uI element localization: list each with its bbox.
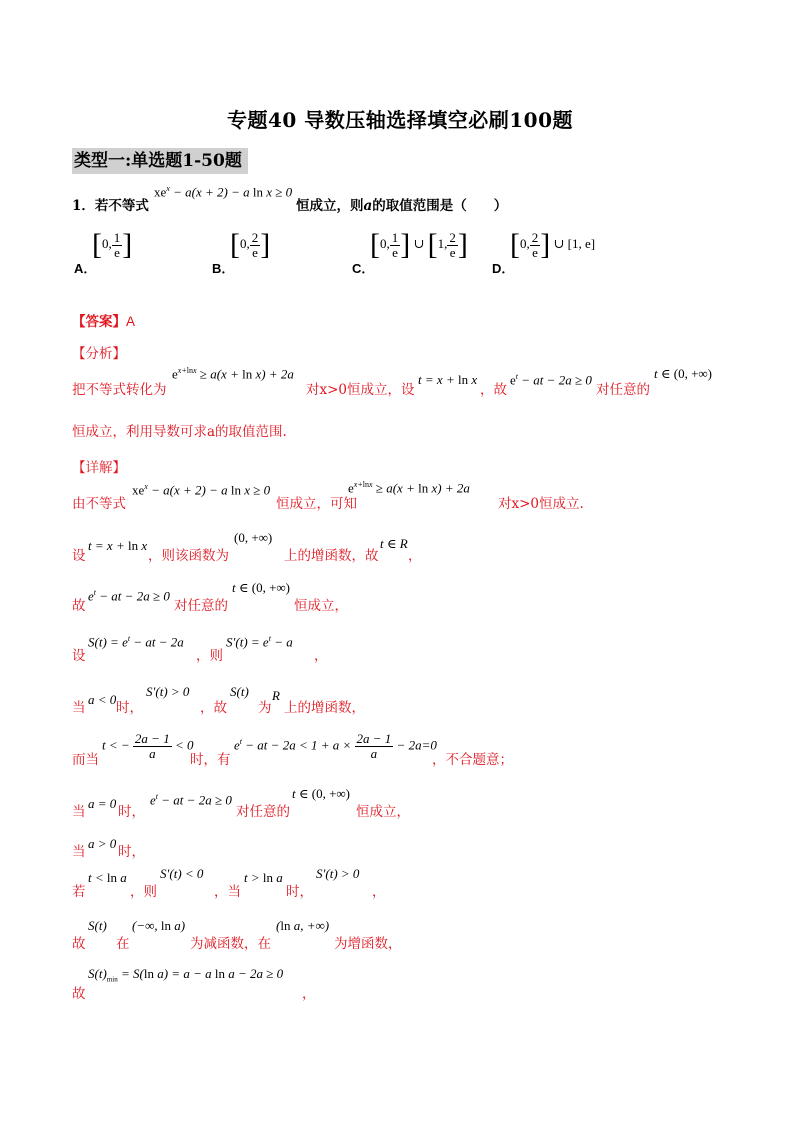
detail-text: ， bbox=[314, 648, 328, 664]
detail-text: 为减函数，在 bbox=[190, 936, 271, 952]
analysis-text-4: 对任意的 bbox=[596, 382, 650, 398]
detail-math: t > ln a bbox=[244, 870, 283, 885]
detail-label: 【详解】 bbox=[72, 460, 126, 476]
detail-text: 恒成立， bbox=[356, 804, 410, 820]
detail-math: t ∈ (0, +∞) bbox=[292, 786, 351, 801]
detail-text: ，当 bbox=[214, 884, 241, 900]
analysis-text-3: ，故 bbox=[480, 382, 507, 398]
detail-math: $e^t$ − at − 2a ≥ 0 bbox=[150, 792, 232, 808]
detail-math: $e^t$ − at − 2a ≥ 0 bbox=[88, 588, 170, 604]
detail-text: 故 bbox=[72, 986, 86, 1002]
detail-text: 由不等式 bbox=[72, 496, 126, 512]
question-suffix: 恒成立，则a的取值范围是（ ） bbox=[296, 198, 508, 214]
analysis-math-2: t = x + ln x bbox=[418, 372, 478, 387]
detail-text: 时， bbox=[118, 804, 145, 820]
detail-text: 为增函数， bbox=[334, 936, 402, 952]
detail-text: 时， bbox=[286, 884, 313, 900]
detail-text: ，不合题意； bbox=[432, 752, 513, 768]
detail-text: 设 bbox=[72, 648, 86, 664]
detail-text: 对任意的 bbox=[236, 804, 290, 820]
option-d-label: D． bbox=[492, 261, 515, 276]
detail-math: $S(t) = e^t$ − at − 2a bbox=[88, 634, 184, 650]
detail-text: 若 bbox=[72, 884, 86, 900]
answer-value: A bbox=[126, 314, 136, 329]
detail-math: (−∞, ln a) bbox=[132, 918, 186, 933]
detail-text: 设 bbox=[72, 548, 86, 564]
detail-text: ，则该函数为 bbox=[148, 548, 229, 564]
detail-math: S′(t) > 0 bbox=[316, 866, 360, 881]
detail-text: 当 bbox=[72, 700, 86, 716]
detail-text: 时， bbox=[116, 700, 143, 716]
question-inequality: $xe^x - a(x + 2) - a$ ln x ≥ 0 bbox=[154, 184, 293, 200]
option-b-label: B． bbox=[212, 261, 235, 276]
detail-text: 故 bbox=[72, 598, 86, 614]
analysis-text-5: 恒成立，利用导数可求a的取值范围. bbox=[72, 424, 287, 440]
detail-text: ，则 bbox=[196, 648, 223, 664]
answer bbox=[72, 310, 135, 330]
detail-math: S(t) bbox=[88, 918, 107, 933]
detail-math: $S(t)_{min} = S(\ln$ a) = a − a ln a − 2a ≥ 0 bbox=[88, 966, 284, 984]
question-1 bbox=[72, 194, 149, 214]
detail-text: 当 bbox=[72, 844, 86, 860]
detail-text: 对x>0恒成立. bbox=[498, 496, 584, 512]
detail-text: 为 bbox=[258, 700, 272, 716]
detail-text: 故 bbox=[72, 936, 86, 952]
detail-text: 对任意的 bbox=[174, 598, 228, 614]
detail-math: (0, +∞) bbox=[234, 530, 273, 545]
detail-text: ， bbox=[408, 548, 422, 564]
detail-text: 时， bbox=[118, 844, 145, 860]
detail-math: t < ln a bbox=[88, 870, 127, 885]
detail-text: 时，有 bbox=[190, 752, 231, 768]
option-c-math: [0, $\frac{1}{e}$ ] ∪ [1, $\frac{2}{e}$ ] bbox=[370, 228, 468, 261]
detail-math: S′(t) > 0 bbox=[146, 684, 190, 699]
detail-text: 恒成立，可知 bbox=[276, 496, 357, 512]
detail-math: R bbox=[272, 688, 280, 703]
detail-math: t ∈ (0, +∞) bbox=[232, 580, 291, 595]
detail-text: ，则 bbox=[130, 884, 157, 900]
detail-text: ， bbox=[372, 884, 386, 900]
detail-math: S(t) bbox=[230, 684, 249, 699]
detail-math: $S'(t) = e^t - a$ bbox=[226, 634, 293, 650]
detail-math: t < − $\frac{2a - 1}{a}$ < 0 bbox=[102, 731, 194, 761]
detail-text: 在 bbox=[116, 936, 130, 952]
detail-math: t ∈ R bbox=[380, 536, 408, 551]
detail-text: ，故 bbox=[200, 700, 227, 716]
detail-text: ， bbox=[302, 986, 316, 1002]
question-var: a bbox=[363, 198, 373, 214]
answer-label: 【答案】 bbox=[72, 314, 126, 330]
analysis-math-1: $e^{x+lnx} \ge a(x + \ln x) + 2a$ bbox=[172, 366, 294, 382]
detail-math: a > 0 bbox=[88, 836, 117, 851]
detail-math: S′(t) < 0 bbox=[160, 866, 204, 881]
analysis-text-1: 把不等式转化为 bbox=[72, 382, 167, 398]
detail-math: a < 0 bbox=[88, 692, 117, 707]
option-a-math: [0, $\frac{1}{e}$ ] bbox=[92, 228, 133, 261]
page-title: 专题40 导数压轴选择填空必刷100题 bbox=[226, 108, 574, 132]
analysis-math-3: $e^t$ − at − 2a ≥ 0 bbox=[510, 372, 592, 388]
detail-text: 上的增函数，故 bbox=[284, 548, 379, 564]
option-d-math: [0, $\frac{2}{e}$ ] ∪ [1, e] bbox=[510, 228, 596, 261]
detail-text: 上的增函数， bbox=[284, 700, 365, 716]
detail-text: 恒成立， bbox=[294, 598, 348, 614]
detail-text: 而当 bbox=[72, 752, 99, 768]
section-heading: 类型一:单选题1-50题 bbox=[72, 148, 248, 174]
option-b-math: [0, $\frac{2}{e}$ ] bbox=[230, 228, 271, 261]
option-a-label: A． bbox=[74, 261, 97, 276]
detail-math: a = 0 bbox=[88, 796, 117, 811]
detail-math: $e^{x+lnx} \ge a(x + \ln x) + 2a$ bbox=[348, 480, 470, 496]
detail-math: $e^t$ − at − 2a < 1 + a × $\frac{2a - 1}{a}$ − 2a=0 bbox=[234, 731, 437, 761]
question-prefix: 若不等式 bbox=[94, 198, 149, 214]
analysis-label: 【分析】 bbox=[72, 346, 126, 362]
analysis-text-2: 对x>0恒成立，设 bbox=[306, 382, 415, 398]
analysis-math-4: t ∈ (0, +∞) bbox=[654, 366, 713, 381]
detail-math: (ln a, +∞) bbox=[276, 918, 330, 933]
option-c-label: C． bbox=[352, 261, 375, 276]
question-number: 1． bbox=[72, 198, 95, 214]
detail-math: $xe^x - a(x + 2) - a$ ln x ≥ 0 bbox=[132, 482, 271, 498]
detail-text: 当 bbox=[72, 804, 86, 820]
detail-math: t = x + ln x bbox=[88, 538, 148, 553]
